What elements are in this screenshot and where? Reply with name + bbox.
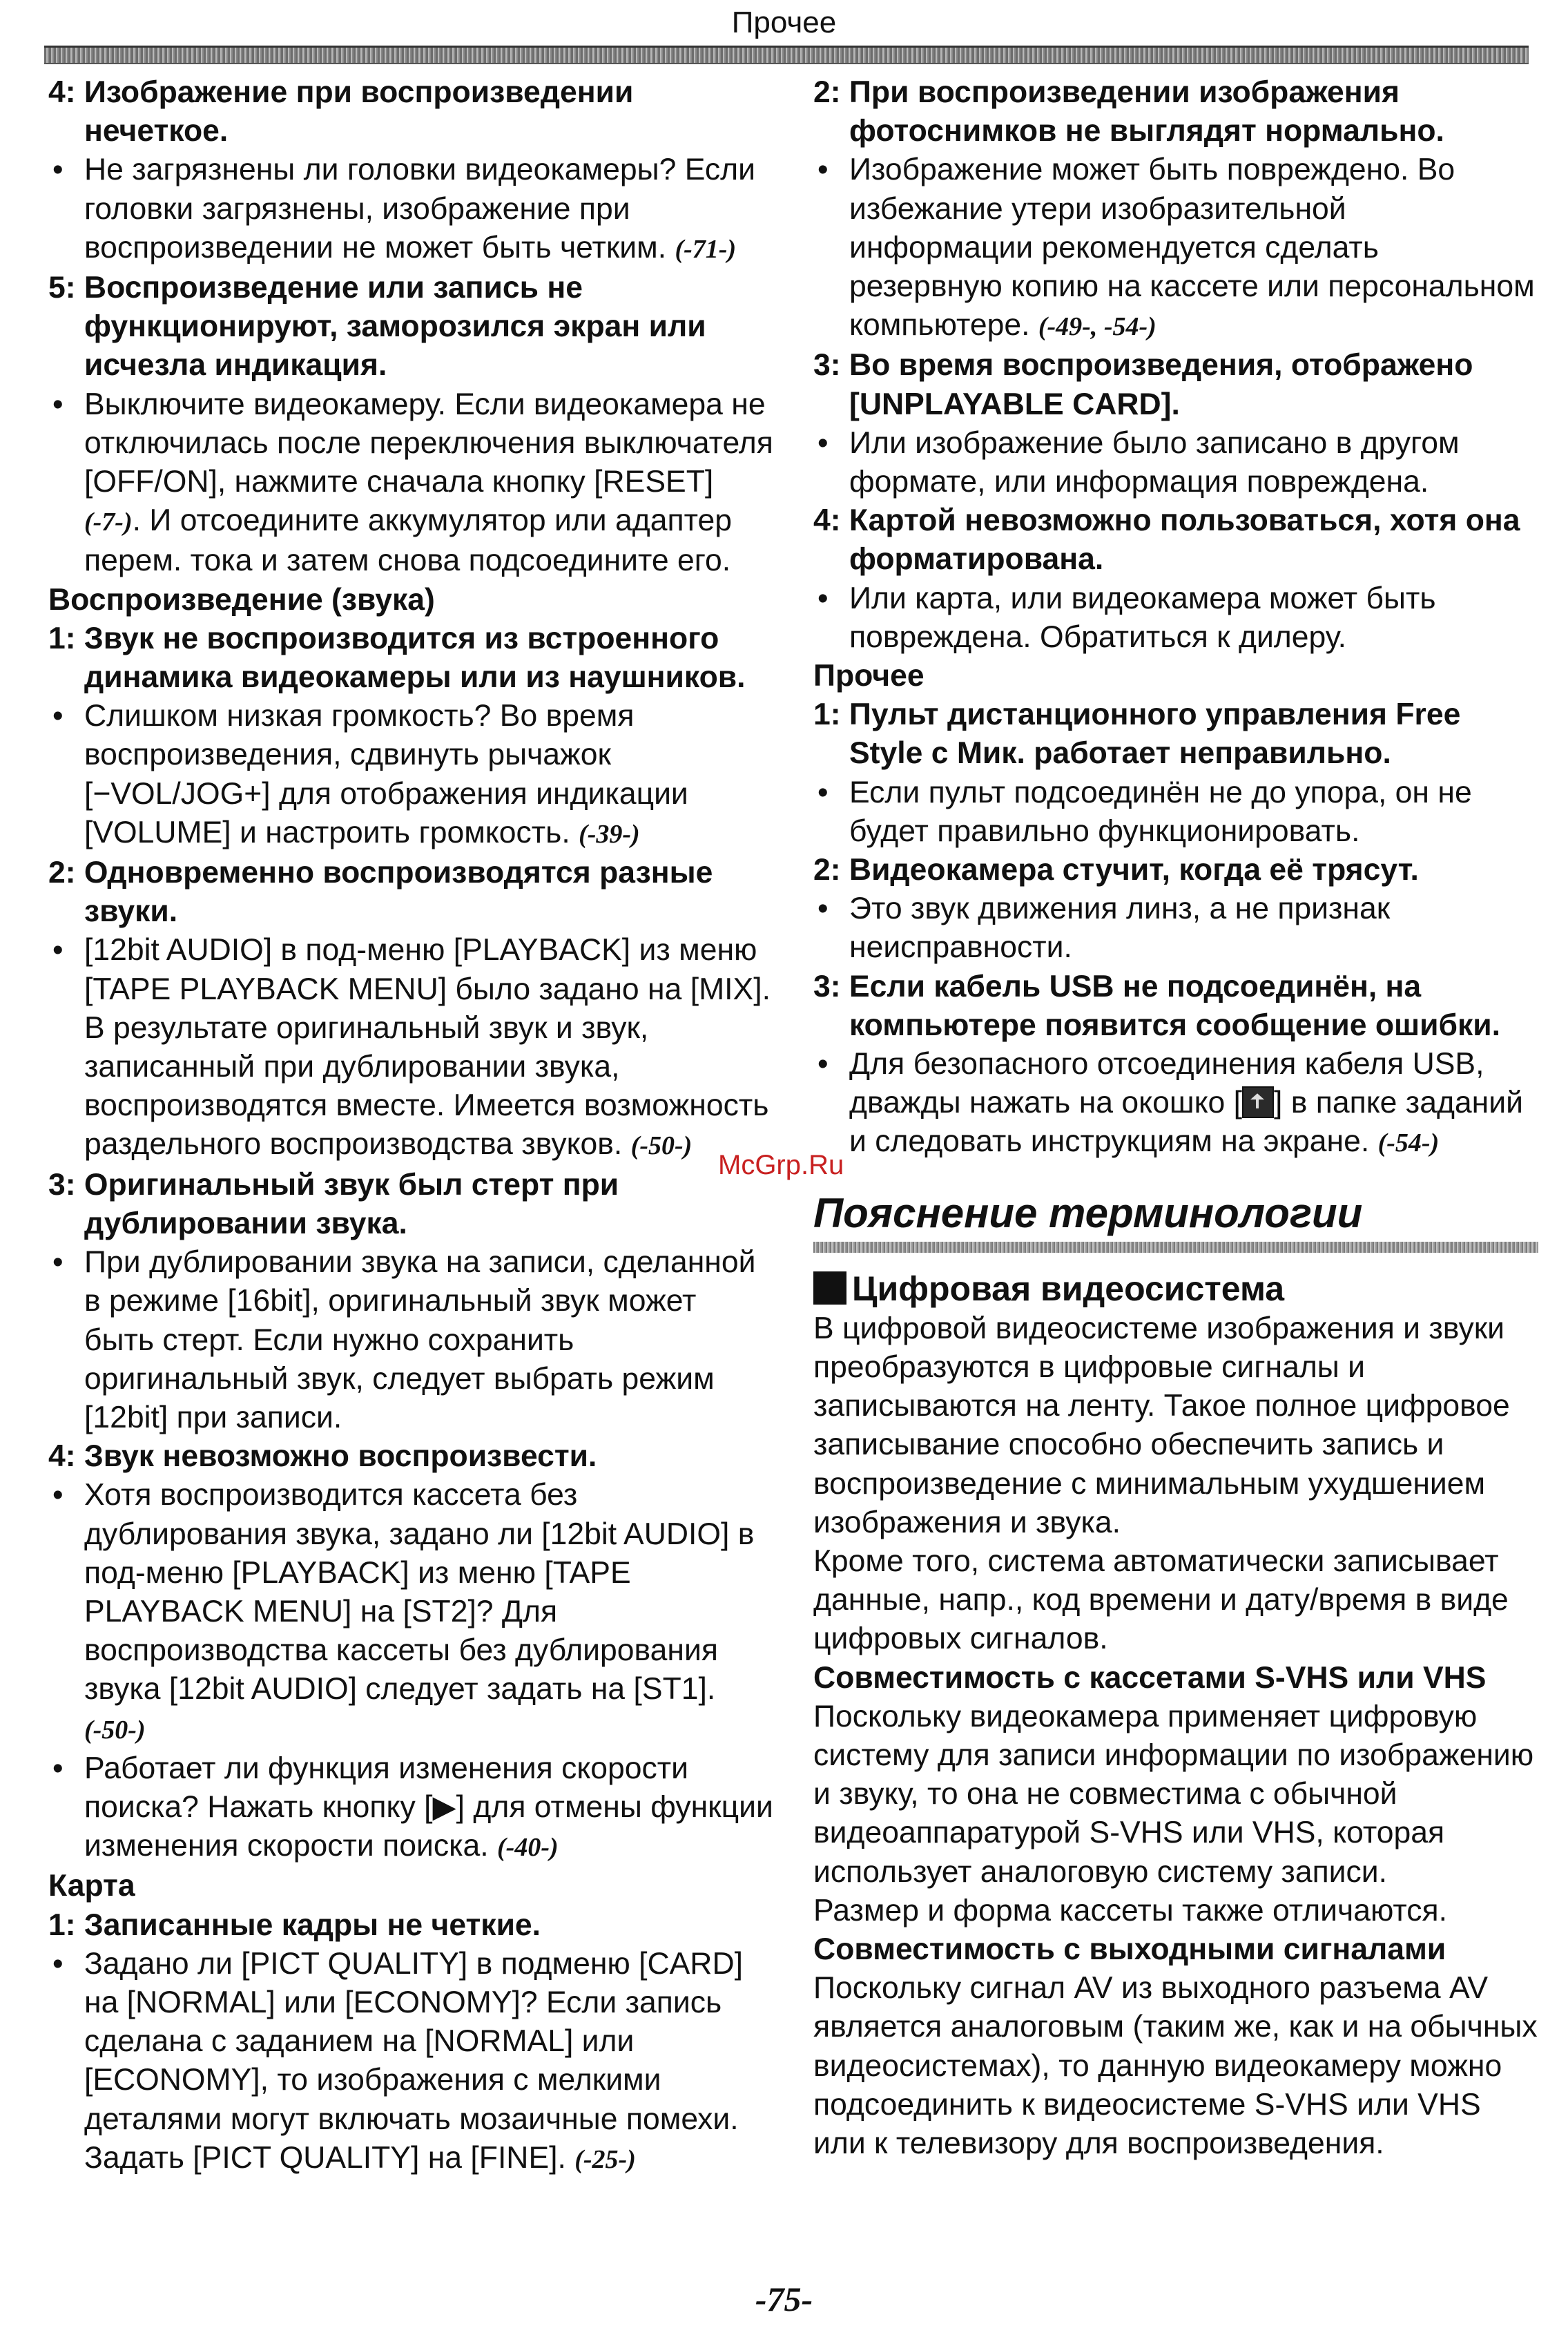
bullet-text — [48, 1749, 773, 1867]
item-heading: 1: Звук не воспроизводится из встроенного динамика видеокамеры или из наушников. — [48, 621, 746, 695]
section-heading: Воспроизведение (звука) — [48, 582, 435, 617]
bullet-text — [48, 931, 773, 1165]
section-heading: Прочее — [813, 659, 925, 693]
item-heading: 3: Если кабель USB не подсоединён, на компьютере появится сообщение ошибки. — [813, 969, 1500, 1042]
bullet-body: Выключите видеокамеру. Если видеокамера не отключилась после переключения выключателя [OFF/ON], нажмите сначала кнопку [RESET] — [84, 387, 773, 499]
bullet-text — [48, 1945, 773, 2179]
bullet-text — [48, 385, 773, 581]
bullet-body: Работает ли функция изменения скорости поиска? Нажать кнопку [▶] для отмены функции изменения скорости поиска. — [84, 1751, 773, 1863]
subsection-heading: Совместимость с кассетами S-VHS или VHS — [813, 1660, 1487, 1695]
bullet-body: [12bit AUDIO] в под-меню [PLAYBACK] из меню [TAPE PLAYBACK MENU] было задано на [MIX]. В результате оригинальный звук и звук, записанный при дублировании звука, воспроизводятся вместе. Имеется возможность раздельного воспроизводства звуков. — [84, 933, 771, 1162]
bullet-body-cont: . И отсоедините аккумулятор или адаптер перем. тока и затем снова подсоедините его. — [84, 503, 732, 578]
page-reference: (-40-) — [497, 1833, 559, 1863]
item-heading: 2: Видеокамера стучит, когда её трясут. — [813, 853, 1419, 887]
bullet-text — [48, 1476, 773, 1749]
item-heading: 3: Оригинальный звук был стерт при дублировании звука. — [48, 1167, 619, 1240]
item-heading: 2: Одновременно воспроизводятся разные звуки. — [48, 856, 713, 929]
section-heading: Карта — [48, 1869, 135, 1903]
bullet-text: • Или карта, или видеокамера может быть повреждена. Обратиться к дилеру. — [813, 579, 1538, 657]
bullet-text — [813, 1045, 1538, 1163]
page-number: -75- — [755, 2280, 813, 2318]
left-column — [48, 73, 773, 2179]
page-reference: (-49-, -54-) — [1038, 312, 1156, 342]
item-heading: 4: Картой невозможно пользоваться, хотя она форматирована. — [813, 503, 1520, 577]
bullet-text — [48, 151, 773, 269]
bullet-text — [48, 697, 773, 854]
page-reference: (-54-) — [1377, 1128, 1440, 1158]
page-reference: (-50-) — [84, 1715, 146, 1744]
item-heading: 4: Звук невозможно воспроизвести. — [48, 1439, 597, 1474]
page-reference: (-7-) — [84, 508, 133, 537]
bullet-text: • Это звук движения линз, а не признак неисправности. — [813, 890, 1538, 967]
bullet-body: Слишком низкая громкость? Во время воспроизведения, сдвинуть рычажок [−VOL/JOG+] для отображения индикации [VOLUME] и настроить громкость. — [84, 699, 688, 849]
subsection-heading: Совместимость с выходными сигналами — [813, 1932, 1446, 1966]
header-divider-bar — [44, 46, 1529, 64]
bullet-text: • Если пульт подсоединён не до упора, он не будет правильно функционировать. — [813, 773, 1538, 851]
page-reference: (-71-) — [675, 234, 737, 264]
safely-remove-hardware-icon — [1242, 1086, 1274, 1118]
bullet-body: Задано ли [PICT QUALITY] в подменю [CARD] на [NORMAL] или [ECONOMY]? Если запись сделана с заданием на [NORMAL] или [ECONOMY], то изображения с мелкими деталями могут включать мозаичные помехи. Задать [PICT QUALITY] на [FINE]. — [84, 1946, 743, 2175]
bullet-text: • Или изображение было записано в другом формате, или информация повреждена. — [813, 424, 1538, 501]
item-heading: 3: Во время воспроизведения, отображено [UNPLAYABLE CARD]. — [813, 348, 1473, 421]
page-reference: (-50-) — [630, 1131, 693, 1161]
bullet-body: Не загрязнены ли головки видеокамеры? Если головки загрязнены, изображение при воспроизведении не может быть четким. — [84, 153, 755, 265]
paragraph: Кроме того, система автоматически записывает данные, напр., код времени и дату/время в виде цифровых сигналов. — [813, 1544, 1509, 1656]
bullet-body: Хотя воспроизводится кассета без дублирования звука, задано ли [12bit AUDIO] в под-меню [PLAYBACK] из меню [TAPE PLAYBACK MENU] на [ST2]? Для воспроизводства кассеты без дублирования звука [12bit AUDIO] следует задать на [ST1]. — [84, 1478, 755, 1707]
paragraph: Размер и форма кассеты также отличаются. — [813, 1893, 1447, 1928]
paragraph: Поскольку сигнал AV из выходного разъема AV является аналоговым (таким же, как и на обычных видеосистемах), то данную видеокамеру можно подсоединить к видеосистеме S-VHS или VHS или к телевизору для воспроизведения. — [813, 1971, 1538, 2160]
bullet-text: • При дублировании звука на записи, сделанной в режиме [16bit], оригинальный звук может быть стерт. Если нужно сохранить оригинальный звук, следует выбрать режим [12bit] при записи. — [48, 1243, 773, 1437]
right-column — [813, 73, 1538, 2163]
paragraph: Поскольку видеокамера применяет цифровую систему для записи информации по изображению и звуку, то она не совместима с обычной видеоаппаратурой S-VHS или VHS, которая использует аналоговую систему записи. — [813, 1699, 1534, 1889]
terms-section-title: Пояснение терминологии — [813, 1189, 1363, 1236]
bullet-body: Изображение может быть повреждено. Во избежание утери изобразительной информации рекомендуется сделать резервную копию на кассете или персональном компьютере. — [849, 153, 1535, 343]
page-reference: (-39-) — [579, 819, 640, 849]
paragraph: В цифровой видеосистеме изображения и звуки преобразуются в цифровые сигналы и записываются на ленту. Такое полное цифровое записывание способно обеспечить запись и воспроизведение с минимальным ухудшением изображения и звука. — [813, 1311, 1510, 1539]
bullet-body-cont: ] в папке заданий и следовать инструкциям на экране. — [849, 1086, 1523, 1159]
item-heading: 4: Изображение при воспроизведении нечеткое. — [48, 75, 634, 148]
terms-divider-bar — [813, 1242, 1538, 1253]
bullet-body: Для безопасного отсоединения кабеля USB, дважды нажать на окошко [ — [849, 1047, 1484, 1120]
item-heading: 2: При воспроизведении изображения фотоснимков не выглядят нормально. — [813, 75, 1444, 148]
bullet-text — [813, 151, 1538, 346]
digital-video-heading — [813, 1268, 1538, 1309]
digital-video-title: Цифровая видеосистема — [852, 1269, 1285, 1308]
watermark: McGrp.Ru — [718, 1150, 844, 1180]
item-heading: 1: Записанные кадры не четкие. — [48, 1907, 541, 1942]
square-bullet-icon — [813, 1271, 846, 1305]
item-heading: 1: Пульт дистанционного управления Free Style с Мик. работает неправильно. — [813, 698, 1461, 771]
page-section-title: Прочее — [731, 6, 837, 39]
item-heading: 5: Воспроизведение или запись не функционируют, заморозился экран или исчезла индикация. — [48, 271, 706, 383]
page-reference: (-25-) — [574, 2144, 636, 2174]
